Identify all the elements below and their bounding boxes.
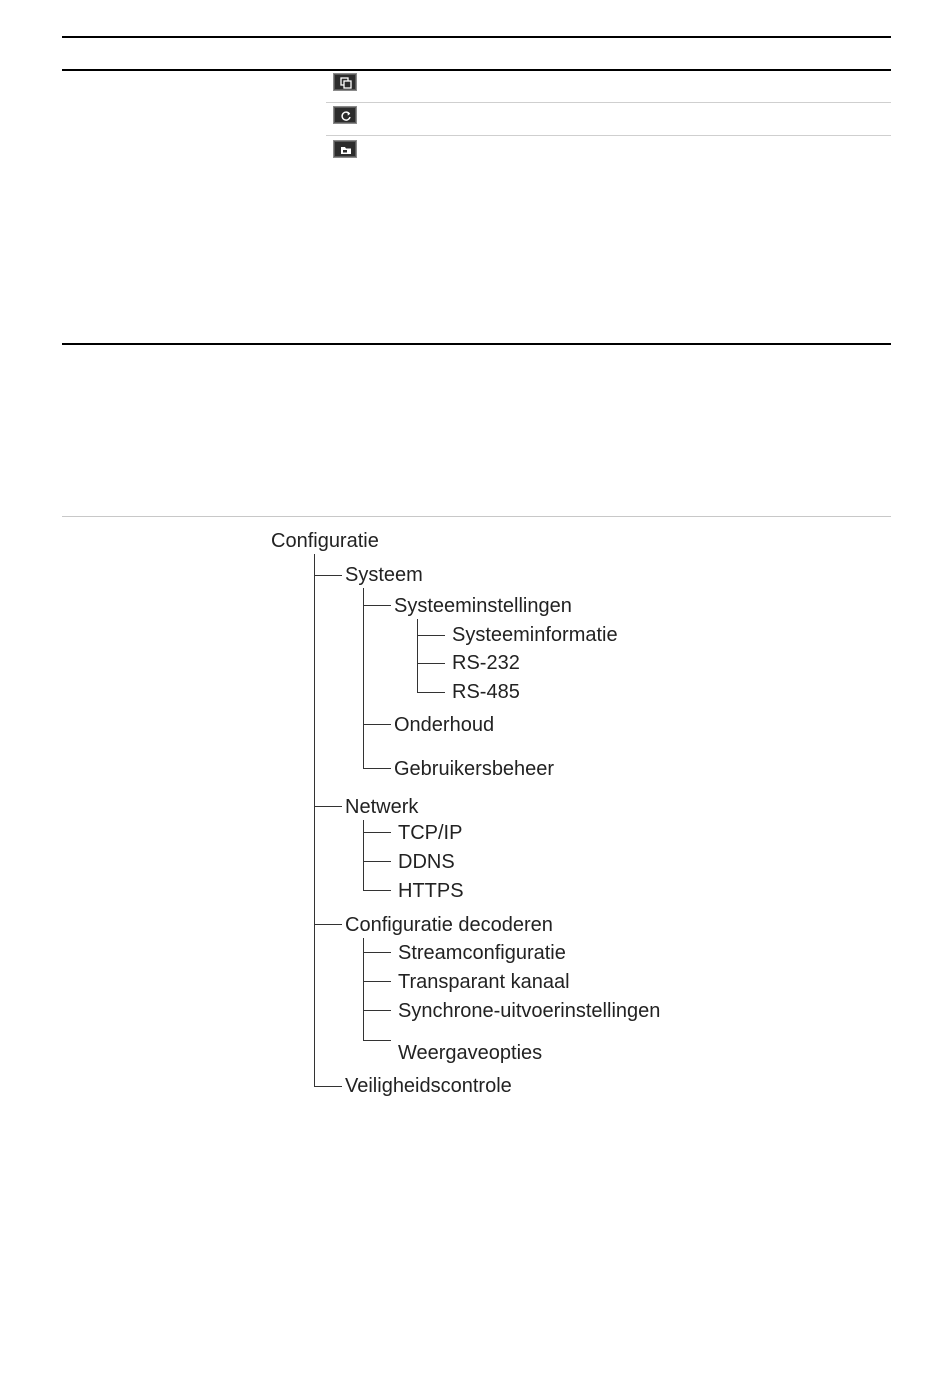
tree-item-configuratie-decoderen[interactable]: Configuratie decoderen bbox=[345, 914, 553, 936]
table-bottom-rule bbox=[62, 343, 891, 345]
tree-connector bbox=[363, 1010, 391, 1011]
tree-item-transparant-kanaal[interactable]: Transparant kanaal bbox=[398, 971, 570, 993]
tree-connector bbox=[363, 938, 364, 1040]
tree-connector bbox=[314, 806, 342, 807]
table-header-rule bbox=[62, 69, 891, 71]
tree-connector bbox=[417, 692, 445, 693]
tree-item-systeem[interactable]: Systeem bbox=[345, 564, 423, 586]
tree-connector bbox=[363, 605, 391, 606]
tree-item-https[interactable]: HTTPS bbox=[398, 880, 464, 902]
tree-connector bbox=[363, 861, 391, 862]
section-divider bbox=[62, 516, 891, 517]
tree-connector bbox=[363, 724, 391, 725]
table-row-divider bbox=[326, 102, 891, 103]
tree-item-systeeminformatie[interactable]: Systeeminformatie bbox=[452, 624, 618, 646]
tree-item-netwerk[interactable]: Netwerk bbox=[345, 796, 419, 818]
tree-item-tcpip[interactable]: TCP/IP bbox=[398, 822, 463, 844]
tree-connector bbox=[417, 635, 445, 636]
tree-item-ddns[interactable]: DDNS bbox=[398, 851, 455, 873]
tree-item-streamconfiguratie[interactable]: Streamconfiguratie bbox=[398, 942, 566, 964]
tree-item-weergaveopties[interactable]: Weergaveopties bbox=[398, 1042, 543, 1064]
tree-item-gebruikersbeheer[interactable]: Gebruikersbeheer bbox=[394, 758, 555, 780]
tree-item-rs232[interactable]: RS-232 bbox=[452, 652, 520, 674]
tree-connector bbox=[363, 952, 391, 953]
window-copy-icon[interactable] bbox=[333, 73, 357, 91]
tree-connector bbox=[363, 820, 364, 891]
tree-connector bbox=[417, 619, 418, 692]
tree-connector bbox=[314, 924, 342, 925]
tree-connector bbox=[363, 768, 391, 769]
tree-connector bbox=[314, 575, 342, 576]
refresh-icon[interactable] bbox=[333, 106, 357, 124]
camera-folder-icon[interactable] bbox=[333, 140, 357, 158]
tree-connector bbox=[363, 890, 391, 891]
tree-item-systeeminstellingen[interactable]: Systeeminstellingen bbox=[394, 595, 572, 617]
tree-connector bbox=[417, 663, 445, 664]
table-row-divider bbox=[326, 135, 891, 136]
tree-connector bbox=[314, 554, 315, 1087]
table-top-rule bbox=[62, 36, 891, 38]
tree-connector bbox=[314, 1086, 342, 1087]
tree-item-synchrone-uitvoerinstellingen[interactable]: Synchrone-uitvoerinstellingen bbox=[398, 1000, 661, 1022]
tree-connector bbox=[363, 981, 391, 982]
tree-item-veiligheidscontrole[interactable]: Veiligheidscontrole bbox=[345, 1075, 512, 1097]
tree-item-rs485[interactable]: RS-485 bbox=[452, 681, 520, 703]
tree-root-label: Configuratie bbox=[271, 530, 379, 552]
tree-connector bbox=[363, 588, 364, 768]
tree-connector bbox=[363, 832, 391, 833]
tree-connector bbox=[363, 1040, 391, 1041]
tree-item-onderhoud[interactable]: Onderhoud bbox=[394, 714, 495, 736]
